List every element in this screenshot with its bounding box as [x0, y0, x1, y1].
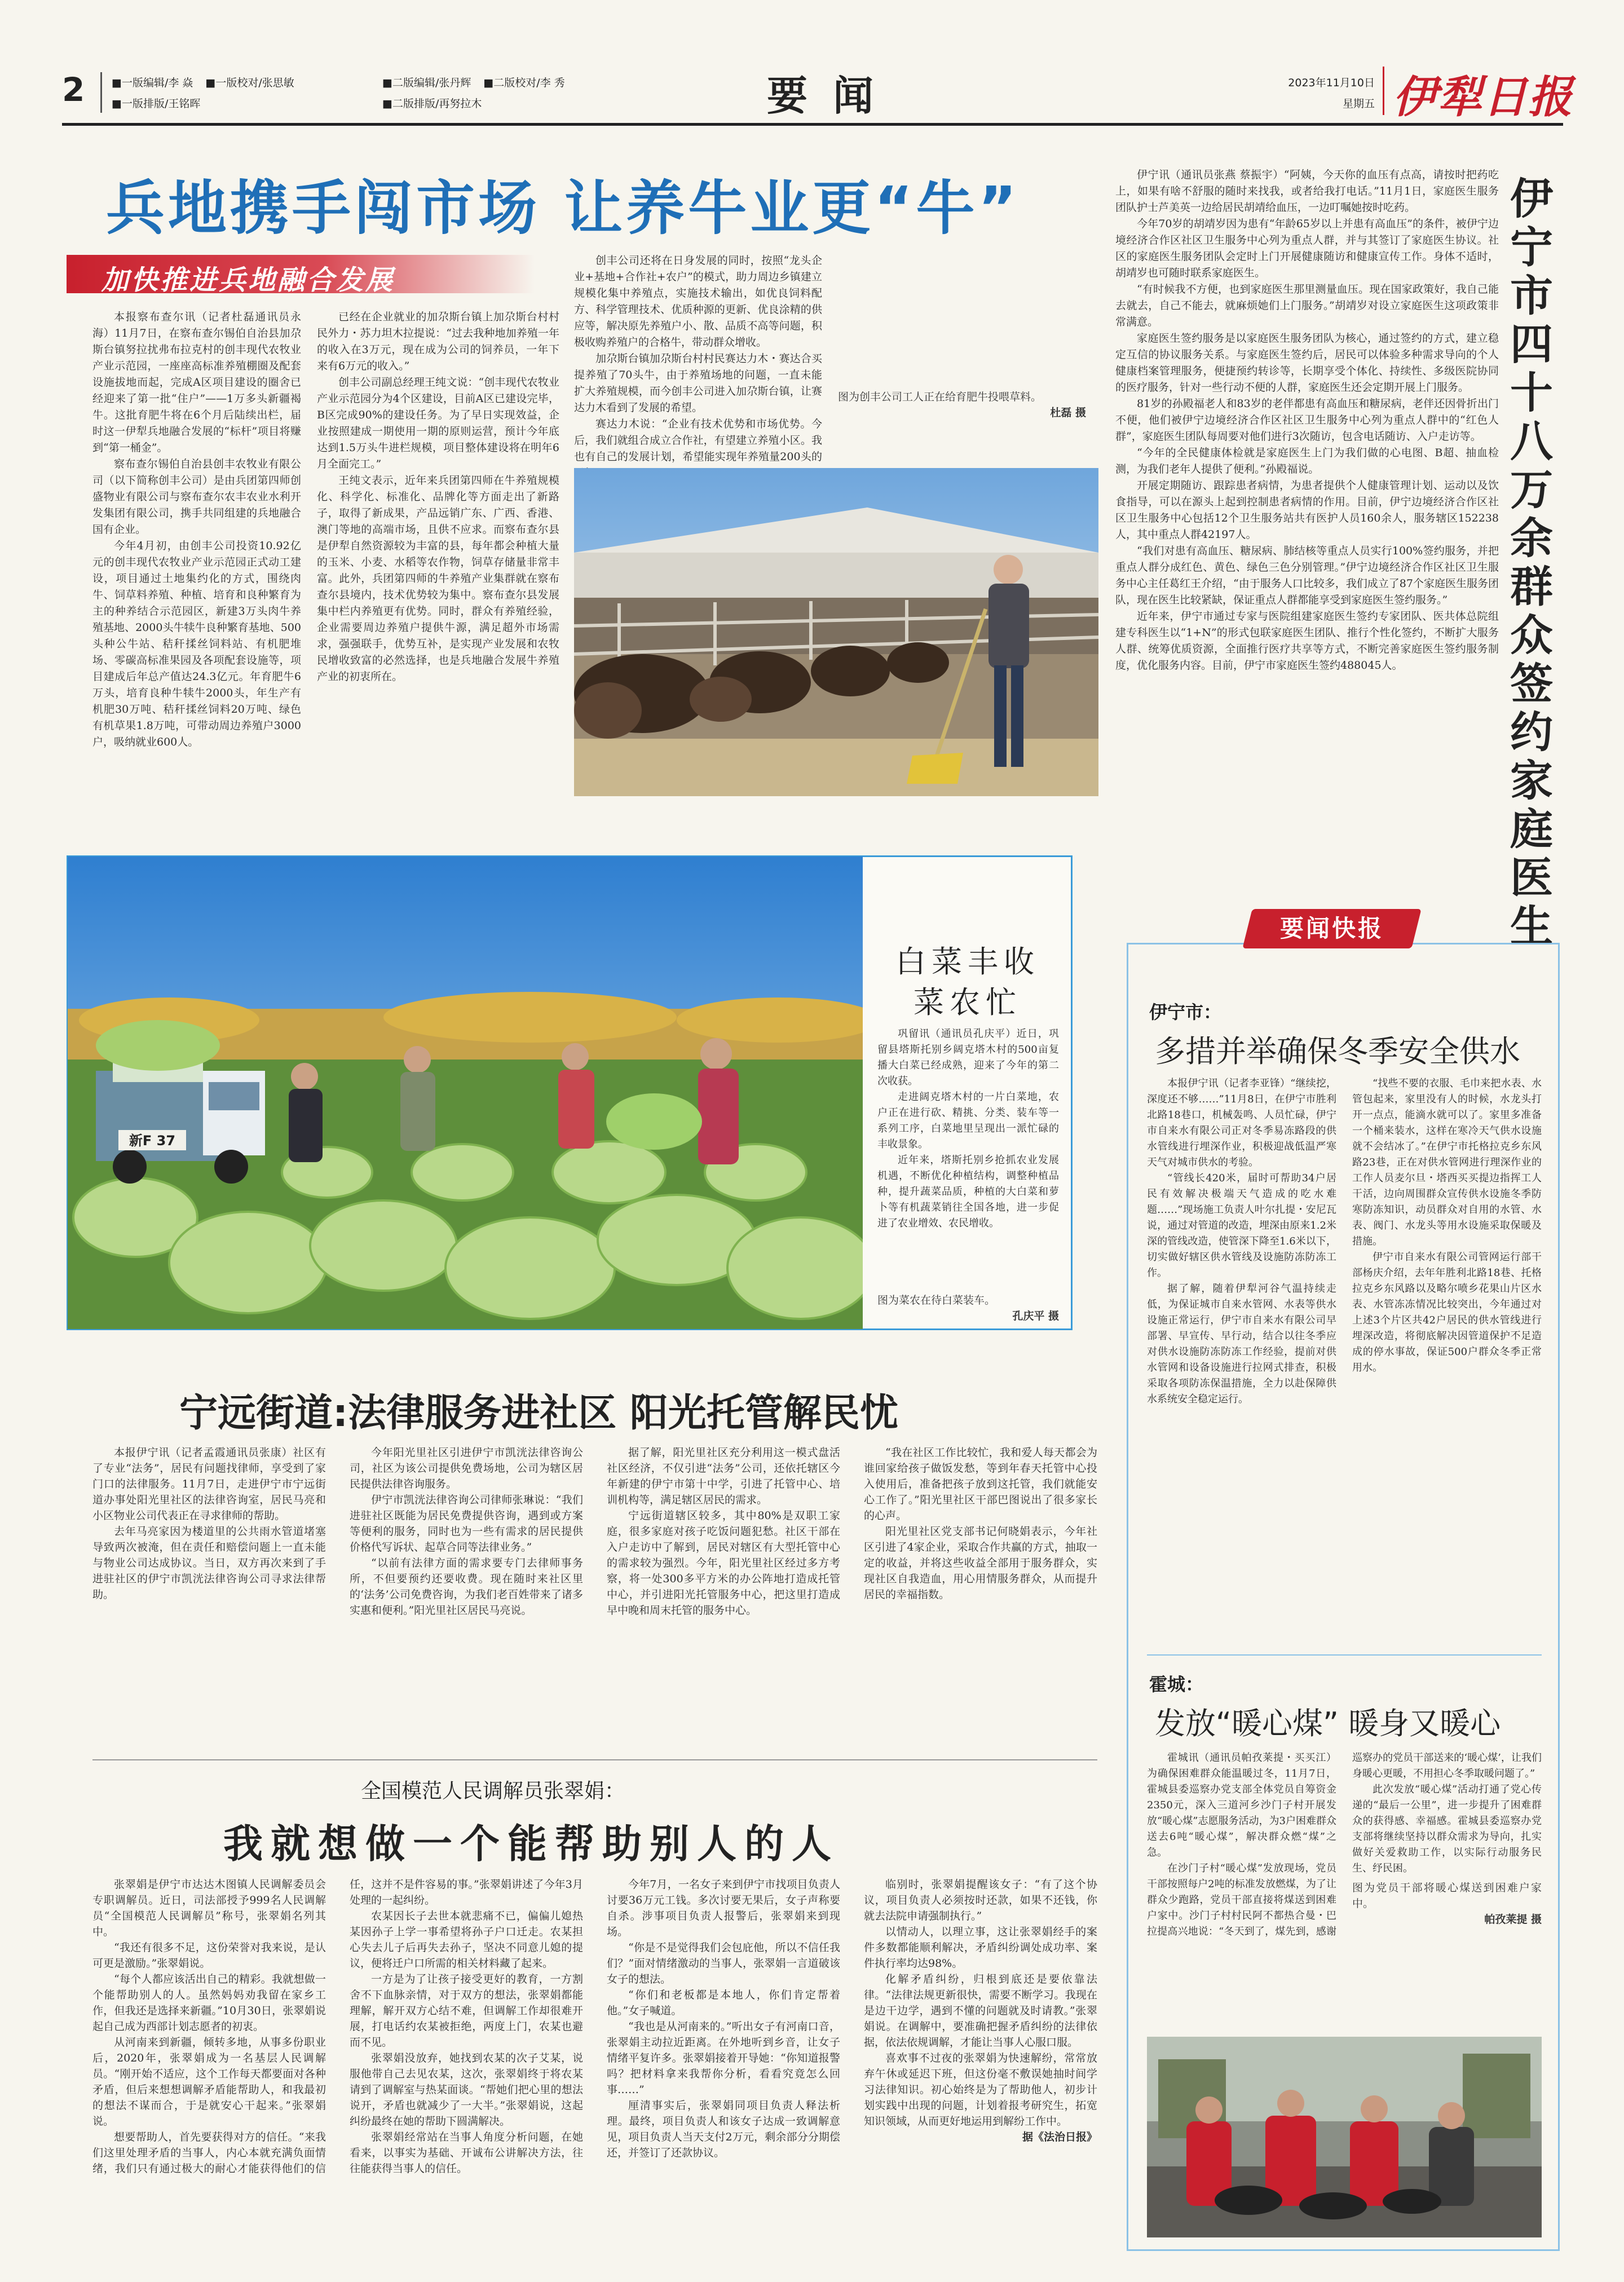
brief1-paragraph: 伊宁市自来水有限公司管网运行部干部杨庆介绍，去年年胜利北路18巷、托格拉克乡东风路以及略尔喷乡花果山片区水表、水管冻冻情况比较突出，今年通过对上述3个片区共42户居民的供水管线进行埋深改造，将彻底解决因管道保护不足造成的停水事故，保证500户群众冬季正常用水。 [1352, 1251, 1542, 1374]
story5-kicker: 全国模范人民调解员张翠娟： [361, 1780, 625, 1803]
story4-paragraph: 据了解，阳光里社区充分利用这一模式盘活社区经济，不仅引进“法务”公司，还依托辖区今年新建的伊宁市第十中学，引进了托管中心、培训机构等，满足辖区居民的需求。 [607, 1446, 840, 1506]
story4-paragraph: 伊宁市凯洸法律咨询公司律师张琳说：“我们进驻社区既能为居民免费提供咨询，遇到或方案等便利的服务，同时也为一些有需求的居民提供价格代写诉状、起草合同等法律业务。” [350, 1494, 583, 1553]
story5-headline: 我就想做一个能帮助别人的人 [223, 1820, 839, 1867]
brief2-place: 霍城： [1149, 1674, 1204, 1695]
story4-paragraph: 去年马亮家因为楼道里的公共雨水管道堵塞导致两次被淹，但在责任和赔偿问题上一直未能与物业公司达成协议。当日，双方再次来到了手进驻社区的伊宁市凯洸法律咨询公司寻求法律帮助。 [92, 1525, 326, 1601]
brief2-paragraph: 此次发放“暖心煤”活动打通了党心传递的“最后一公里”，进一步提升了困难群众的获得感、幸福感。霍城县委巡察办党支部将继续坚持以群众需求为导向，扎实做好关爱救助工作，以实际行动服务民生、纾民困。 [1352, 1784, 1542, 1874]
story2-paragraph: 81岁的孙殿福老人和83岁的老伴都患有高血压和糖尿病，老伴还因骨折出门不便，他们被伊宁边境经济合作区社区卫生服务中心列为重点人群中的“红色人群”，家庭医生团队每周要对他们进行3次随访，包含电话随访、入户走访等。 [1115, 398, 1499, 443]
issue-date: 2023年11月10日 [1288, 77, 1375, 89]
editor-credit: ■一版排版/王铭晖 [112, 98, 201, 110]
brief1-paragraph: 据了解，随着伊犁河谷气温持续走低，为保证城市自来水管网、水表等供水设施正常运行，伊宁市自来水有限公司早部署、早宣传、早行动，结合以往冬季应对供水设施防冻防冻工作经验，提前对供水管网和设备设施进行拉网式排查，积极采取各项防冻保温措施，全力以赴保障供水系统安全稳定运行。 [1147, 1283, 1336, 1405]
brief2-headline: 发放“暖心煤” 暖身又暖心 [1155, 1706, 1501, 1741]
story1-paragraph: 赛达力木说：“企业有技术优势和市场优势。今后，我们就组合成立合作社，有望建立养殖小区。我也有自己的发展计划，希望能实现年养殖量200头的 [574, 418, 822, 463]
story5-paragraph: 从河南来到新疆，倾转多地，从事多份职业后，2020年，张翠娟成为一名基层人民调解员。“刚开始不适应，这个工作每天都要面对各种矛盾，但后来想想调解矛盾能帮助人，和我最初的想法不谋而合，于是就安心干起来。”张翠娟说。 [92, 2036, 326, 2127]
story3-photo-caption: 图为菜农在待白菜装车。 [877, 1294, 996, 1306]
story5-paragraph: 张翠娟没放弃，她找到农某的次子艾某，说服他带自己去见农某，这次，张翠娟终于将农某请到了调解室与热某面谈。“帮她们把心里的想法说开，矛盾也就减少了一大半。”张翠娟说，这起纠纷最终在她的帮助下圆满解决。 [350, 2052, 583, 2127]
brand-divider [1383, 67, 1384, 115]
story5-paragraph: 化解矛盾纠纷，归根到底还是要依靠法律。“法律法规更新很快，需要不断学习。我现在是边干边学，遇到不懂的问题就及时请教。”张翠娟说。在调解中，要准确把握矛盾纠纷的法律依据，依法依规调解，才能让当事人心服口服。 [864, 1973, 1097, 2049]
editors-right [382, 74, 664, 111]
story3-title-line: 白菜丰收 [895, 944, 1040, 979]
story5-paragraph: 临别时，张翠娟提醒该女子：“有了这个协议，项目负责人必须按时还款，如果不还钱，你就去法院申请强制执行。” [864, 1878, 1097, 1922]
page-number-divider [100, 72, 102, 113]
story1-paragraph: 已经在企业就业的加尕斯台镇上加尕斯台村村民外力・苏力坦木拉提说：“过去我种地加养殖一年的收入在3万元，现在成为公司的饲养员，一年下来有6万元的收入。” [317, 311, 559, 372]
story1-paragraph: 创丰公司还将在日身发展的同时，按照“龙头企业+基地+合作社+农户”的模式，助力周边乡镇建立规模化集中养殖点，实施技术输出，如优良饲料配方、科学管理技术、优质种源的更新、优良涂精的供应等，解决原先养殖户小、散、品质不高等问题，积极收购养殖户的合格牛，带动群众增收。 [574, 254, 822, 348]
story4-paragraph: 阳光里社区党支部书记何晓娟表示，今年社区引进了4家企业，采取合作共赢的方式，抽取一定的收益，并将这些收益全部用于服务群众，实现社区自我造血，用心用情服务群众，从而提升居民的幸福指数。 [864, 1525, 1097, 1601]
brief2-photo-caption: 图为党员干部将暖心煤送到困难户家中。 [1352, 1882, 1542, 1910]
story5-paragraph: “你们和老板都是本地人，你们肯定帮着他。”女子喊道。 [607, 1989, 840, 2017]
story2-paragraph: 家庭医生签约服务是以家庭医生服务团队为核心，通过签约的方式，建立稳定互信的协议服务关系。与家庭医生签约后，居民可以体验多种需求导向的个人健康档案管理服务，便捷预约转诊等，长期享受个体化、持续性、多级医院协同的医疗服务，针对一些行动不便的人群，家庭医生还会定期开展上门服务。 [1115, 332, 1499, 394]
story5-paragraph: “我也是从河南来的。”听出女子有河南口音，张翠娟主动拉近距离。在外地听到乡音，让女子情绪平复许多。张翠娟接着开导她：“你知道报警吗？把材料拿来我帮你分析，看看究竟怎么回事……” [607, 2020, 840, 2096]
news-brief-banner [1242, 909, 1421, 948]
editor-credit: ■一版校对/张思敏 [205, 77, 294, 89]
brief2-caption-block [1352, 1880, 1542, 1927]
story3-body [877, 1026, 1059, 1232]
story2-paragraph: 近年来，伊宁市通过专家与医院组建家庭医生签约专家团队、医共体总院组建专科医生以“1+N”的形式包联家庭医生团队、推行个性化签约，不断扩大服务人群、统筹优质资源，全面推行医疗共享等方式，不断完善家庭医生签约服务制度，优化服务内容。目前，伊宁市家庭医生签约488045人。 [1115, 610, 1499, 672]
story5-paragraph: 张翠娟是伊宁市达达木图镇人民调解委员会专职调解员。近日，司法部授予999名人民调解员“全国模范人民调解员”称号，张翠娟名列其中。 [92, 1878, 326, 1938]
masthead [0, 0, 1624, 130]
story3-paragraph: 走进阔克塔木村的一片白菜地，农户正在进行砍、精挑、分类、装车等一系列工序，白菜地里呈现出一派忙碌的丰收景象。 [877, 1091, 1059, 1150]
story3-paragraph: 巩留讯（通讯员孔庆平）近日，巩留县塔斯托别乡阔克塔木村的500亩复播大白菜已经成熟，迎来了今年的第二次收获。 [877, 1028, 1059, 1087]
story1-column-1 [92, 309, 301, 751]
brief1-paragraph: “找些不要的衣服、毛巾来把水表、水管包起来，家里没有人的时候，水龙头打开一点点，能滴水就可以了。家里多准备一个桶来装水，这样在寒冷天气供水设施就不会结冰了。”在伊宁市托格拉克乡东风路23巷，正在对供水管网进行理深作业的工作人员麦尔旦・塔西买买提边指挥工人干活，边向周围群众宣传供水设施冬季防寒防冻知识，动员群众对自用的水管、水表、阀门、水龙头等用水设施采取保暖及措施。 [1352, 1078, 1542, 1247]
brief-divider [1147, 1654, 1542, 1656]
page-number: 2 [62, 70, 85, 109]
editor-credit: ■二版编辑/张丹辉 [382, 77, 471, 89]
story3-cabbage-photo [68, 857, 863, 1329]
story3-paragraph: 近年来，塔斯托别乡抢抓农业发展机遇，不断优化种植结构，调整种植品种，提升蔬菜品质，种植的大白菜和萝卜等有机蔬菜销往全国各地，进一步促进了农业增效、农民增收。 [877, 1154, 1059, 1229]
story3-title [868, 942, 1067, 1023]
story5-body [92, 1877, 1097, 2249]
story4-paragraph: 今年阳光里社区引进伊宁市凯洸法律咨询公司，社区为该公司提供免费场地，公司为辖区居民提供法律咨询服务。 [350, 1446, 583, 1490]
brief2-paragraph: 霍城讯（通讯员帕孜莱提・买买江）为确保困难群众能温暖过冬，11月7日，霍城县委巡察办党支部全体党员自筹资金2350元，深入三道河乡沙门子村开展发放“暖心煤”志愿服务活动，为3户困难群众送去6吨“暖心煤”，解决群众燃“煤”之急。 [1147, 1752, 1336, 1859]
story1-paragraph: 今年4月初，由创丰公司投资10.92亿元的创丰现代农牧业产业示范园正式动工建设，项目通过土地集约化的方式，围绕肉牛、饲草料养殖、种植、培育和良种繁育为主的种养结合示范园区，新建3万头肉牛养殖基地、2000头牛犊牛良种繁育基地、500头种公牛站、秸秆揉丝饲料站、有机肥堆场、零碳高标准果园及各项配套设施等，项目建成后年总产值达24.3亿元。年育肥牛6万头，培育良种牛犊牛2000头，年生产有机肥30万吨、秸秆揉丝饲料20万吨、绿色有机草果1.8万吨，可带动周边养殖户3000户，吸纳就业600人。 [92, 540, 301, 748]
brief2-coal-photo [1147, 2037, 1542, 2237]
brief2-photo-credit: 帕孜莱提 摄 [1484, 1913, 1542, 1926]
story4-body [92, 1445, 1097, 1738]
story1-kicker: 加快推进兵地融合发展 [102, 264, 395, 296]
issue-date-block [1279, 74, 1375, 111]
story3-caption-block [877, 1292, 1059, 1324]
story2-paragraph: 今年70岁的胡靖岁因为患有“年龄65岁以上并患有高血压”的条件，被伊宁边境经济合作区社区卫生服务中心列为重点人群，并与其签订了家庭医生协议。社区的家庭医生服务团队会定时上门开展健康随访和健康宣传工作。身体不适时，胡靖岁也可随时联系家庭医生。 [1115, 218, 1499, 279]
story2-paragraph: “有时候我不方便，也到家庭医生那里测量血压。现在国家政策好，我自己能去就去，自己不能去，就麻烦她们上门服务。”胡靖岁对设立家庭医生这项政策非常满意。 [1115, 283, 1499, 328]
story1-photo-caption: 图为创丰公司工人正在给育肥牛投喂草料。 [838, 391, 1042, 403]
story4-paragraph: 宁远街道辖区较多，其中80%是双职工家庭，很多家庭对孩子吃饭问题犯愁。社区干部在入户走访中了解到，居民对辖区有大型托管中心的需求较为强烈。今年，阳光里社区经过多方考察，将一处300多平方米的办公阵地打造成托管中心，并引进阳光托管服务中心，把这里打造成早中晚和周末托管的服务中心。 [607, 1509, 840, 1617]
story5-paragraph: 一方是为了让孩子接受更好的教育，一方割舍不下血脉亲情，对于双方的想法，张翠娟都能理解，解开双方心结不难，但调解工作却很难开展，打电话约农某被拒绝，两度上门，农某也避而不见。 [350, 1973, 583, 2049]
story5-paragraph: 今年7月，一名女子来到伊宁市找项目负责人讨要36万元工钱。多次讨要无果后，女子声称要自杀。涉事项目负责人报警后，张翠娟来到现场。 [607, 1878, 840, 1938]
story1-headline: 兵地携手闯市场 让养牛业更“牛” [106, 174, 1020, 242]
story5-paragraph: “每个人都应该活出自己的精彩。我就想做一个能帮助别人的人。虽然妈妈劝我留在家乡工作，但我还是选择来新疆。”10月30日，张翠娟说起自己成为西部计划志愿者的初衷。 [92, 1973, 326, 2033]
cabbage-harvest-illustration [68, 857, 863, 1329]
story4-paragraph: 本报伊宁讯（记者孟霞通讯员张康）社区有了专业“法务”，居民有问题找律师，享受到了家门口的法律服务。11月7日，走进伊宁市宁远街道办事处阳光里社区的法律咨询室，居民马亮和小区物业公司代表正在寻求律师的帮助。 [92, 1446, 326, 1522]
editor-credit: ■二版排版/再努拉木 [382, 98, 482, 110]
story5-source: 据《法治日报》 [1022, 2131, 1097, 2143]
cattle-barn-illustration [574, 468, 1098, 796]
story5-paragraph: “你是不是觉得我们会包庇他，所以不信任我们？”面对情绪激动的当事人，张翠娟一言道破该女子的想法。 [607, 1941, 840, 1985]
story3-title-line: 菜农忙 [914, 985, 1022, 1020]
brief1-place: 伊宁市： [1149, 1001, 1222, 1023]
brief1-paragraph: 本报伊宁讯（记者李亚锋）“继续挖，深度还不够……”11月8日，在伊宁市胜利北路18巷口，机械轰鸣、人员忙碌，伊宁市自来水有限公司正对冬季易冻路段的供水管线进行埋深作业，积极迎战低温严寒天气对城市供水的考验。 [1147, 1078, 1336, 1168]
story4-paragraph: “我在社区工作比较忙，我和爱人每天都会为谁回家给孩子做饭发愁，等到年春天托管中心投入使用后，准备把孩子放到这托管，我们就能安心工作了。”阳光里社区干部巴图说出了很多家长的心声。 [864, 1446, 1097, 1522]
paper-name-logo [1393, 62, 1573, 125]
story5-paragraph: “我还有很多不足，这份荣誉对我来说，是认可更是激励。”张翠娟说。 [92, 1941, 326, 1970]
section-divider [92, 1759, 1097, 1760]
story5-paragraph: 以情动人，以理立事，这让张翠娟经手的案件多数都能顺利解决，矛盾纠纷调处成功率、案件执行率均达98%。 [864, 1926, 1097, 1970]
section-title: 要 闻 [767, 72, 880, 120]
story5-paragraph: 想要帮助人，首先要获得对方的信任。“来我们这里处理矛盾的当事人，内心本就充满负面情绪，我们只有通过极大的耐心才能获得他们的信任，这并不是件容易的事。”张翠娟讲述了今年3月处理的一起纠纷。 [92, 1878, 583, 2175]
brush-calligraphy-logo-text: 伊犁日报 [1393, 72, 1574, 123]
brief1-headline: 多措并举确保冬季安全供水 [1155, 1034, 1520, 1069]
brief1-paragraph: “管线长420米，届时可帮助34户居民有效解决极端天气造成的吃水难题……”现场施工负责人叶尔扎提・安尼瓦说，通过对管道的改造，埋深由原来1.2米深的管线改造，使管深下降至1.6米以下，切实做好辖区供水管线及设施防冻防冻工作。 [1147, 1172, 1336, 1279]
editor-credit: ■一版编辑/李 焱 [112, 77, 193, 89]
story4-headline: 宁远街道:法律服务进社区 阳光托管解民忧 [179, 1391, 898, 1436]
news-brief-banner-text: 要闻快报 [1279, 915, 1384, 942]
story1-cattle-photo [574, 468, 1098, 796]
story3-photo-credit: 孔庆平 摄 [1012, 1310, 1059, 1322]
story1-column-2 [317, 309, 559, 685]
story1-photo-credit: 杜磊 摄 [1050, 407, 1086, 419]
editors-left [112, 74, 360, 111]
masthead-rule [62, 123, 1563, 126]
story2-vertical-headline: 伊宁市四十八万余群众签约家庭医生 [1510, 174, 1553, 951]
coal-delivery-illustration [1147, 2037, 1542, 2237]
story2-paragraph: 伊宁讯（通讯员张燕 蔡振宇）“阿姨，今天你的血压有点高，请按时把药吃上，如果有啥不舒服的随时来找我，或者给我打电话。”11月1日，家庭医生服务团队护士芦美英一边给居民胡靖给血压，一边叮嘱她按时吃药。 [1115, 169, 1499, 214]
editor-credit: ■二版校对/李 秀 [483, 77, 565, 89]
story1-paragraph: 王纯文表示，近年来兵团第四师在牛养殖规模化、科学化、标准化、品牌化等方面走出了新路子，取得了新成果，产品远销广东、广西、香港、澳门等地的高端市场，且供不应求。而察布查尔县是伊犁自然资源较为丰富的县，每年都会种植大量的玉米、小麦、水稻等农作物，饲草存储量非常丰富。此外，兵团第四师的牛养殖产业集群就在察布查尔县境内，技术优势较为集中。察布查尔县发展集中栏内养殖更有优势。同时，群众有养殖经验，企业需要周边养殖户提供牛源，满足超外市场需求，强强联手，优势互补，是实现产业发展和农牧民增收致富的必然选择，也是兵地融合发展牛养殖产业的初衷所在。 [317, 474, 559, 683]
story2-paragraph: 开展定期随访、跟踪患者病情，为患者提供个人健康管理计划、运动以及饮食指导，可以在源头上起到控制患者病情的作用。目前，伊宁边境经济合作区社区卫生服务中心包括12个卫生服务站共有医护人员160余人，服务辖区152238人，其中重点人群42197人。 [1115, 479, 1499, 541]
story2-paragraph: “我们对患有高血压、糖尿病、肺结核等重点人员实行100%签约服务，并把重点人群分成红色、黄色、绿色三色分别管理。”伊宁边境经济合作区社区卫生服务中心主任葛红王介绍，“由于服务人口比较多，我们成立了87个家庭医生服务团队，现在医生比较紧缺，保证重点人群都能享受到家庭医生签约服务。” [1115, 545, 1499, 606]
story2-paragraph: “今年的全民健康体检就是家庭医生上门为我们做的心电图、B超、抽血检测，为我们老年人提供了便利。”孙殿福说。 [1115, 447, 1499, 475]
story1-caption-block [838, 389, 1086, 421]
story4-paragraph: “以前有法律方面的需求要专门去律师事务所，不但要预约还要收费。现在随时来社区里的‘法务’公司免费咨询，为我们老百姓带来了诸多实惠和便利。”阳光里社区居民马亮说。 [350, 1557, 583, 1617]
story5-paragraph: 农某因长子去世本就悲痛不已，偏偏儿媳热某因孙子上学一事希望将孙子户口迁走。农某担心失去儿子后再失去孙子，坚决不同意儿媳的提议，便将迁户口所需的相关材料藏了起来。 [350, 1910, 583, 1970]
brief2-paragraph: 在沙门子村“暖心煤”发放现场，党员干部按照每户2吨的标准发放燃煤，为了让群众少跑路，党员干部直接将煤送到困难户家中。沙门子村村民阿不都热合曼・巴拉提高兴地说：“冬天到了，煤先到，感谢巡察办的党员干部送来的‘暖心煤’，让我们身暖心更暖，不用担心冬季取暖问题了。” [1147, 1752, 1542, 1937]
story1-paragraph: 创丰公司副总经理王纯文说：“创丰现代农牧业产业示范园分为4个区建设，目前A区已建设完毕，B区完成90%的建设任务。为了早日实现效益，企业按照建成一期使用一期的原则运营，预计今年底达到1.5万头牛进栏规模，项目整体建设将在明年6月全面完工。” [317, 376, 559, 470]
story1-column-3 [574, 253, 822, 482]
story2-body [1115, 167, 1499, 674]
issue-weekday: 星期五 [1342, 98, 1375, 110]
story1-paragraph: 本报察布查尔讯（记者杜磊通讯员永海）11月7日，在察布查尔锡伯自治县加尕斯台镇努拉扰弗布拉克村的创丰现代农牧业产业示范园，一座座高标准养殖棚圈及配套设施拔地而起，完成A区项目建设的圈舍已经迎来了第一批“住户”——1万多头新疆褐牛。这批育肥牛将在6个月后陆续出栏，届时这一伊犁兵地融合发展的“标杆”项目将赚到“第一桶金”。 [92, 311, 301, 454]
story5-paragraph: 厘清事实后，张翠娟同项目负责人释法析理。最终，项目负责人和该女子达成一致调解意见，项目负责人当天支付2万元，剩余部分分期偿还，并签订了还款协议。 [607, 2099, 840, 2159]
story5-paragraph: 喜欢事不过夜的张翠娟为快速解纷，常常放弃午休或延迟下班，但这份毫不敷误她抽时间学习法律知识。初心始终是为了帮助他人，初步计划实践中出现的问题，计划着报考研究生，拓宽知识领域，从而更好地运用到解纷工作中。 [864, 2052, 1097, 2127]
brief2-body [1147, 1750, 1542, 2027]
truck-license-plate: 新F 37 [129, 1133, 176, 1149]
story1-kicker-banner [67, 255, 535, 296]
story1-paragraph: 察布查尔锡伯自治县创丰农牧业有限公司（以下简称创丰公司）是由兵团第四师创盛物业有限公司与察布查尔农丰农业水利开发集团有限公司，携手共同组建的兵地融合国有企业。 [92, 458, 301, 536]
brief1-body [1147, 1076, 1542, 1647]
story5-paragraph: 张翠娟经常站在当事人角度分析问题，在她看来，以事实为基础、开诚布公讲解决方法，往往能获得当事人的信任。 [350, 2131, 583, 2175]
story1-paragraph: 加尕斯台镇加尕斯台村村民赛达力木・赛达合买提养殖了70头牛，由于养殖场地的问题，一直未能扩大养殖规模，而今创丰公司进入加尕斯台镇，让赛达力木看到了发展的希望。 [574, 352, 822, 414]
